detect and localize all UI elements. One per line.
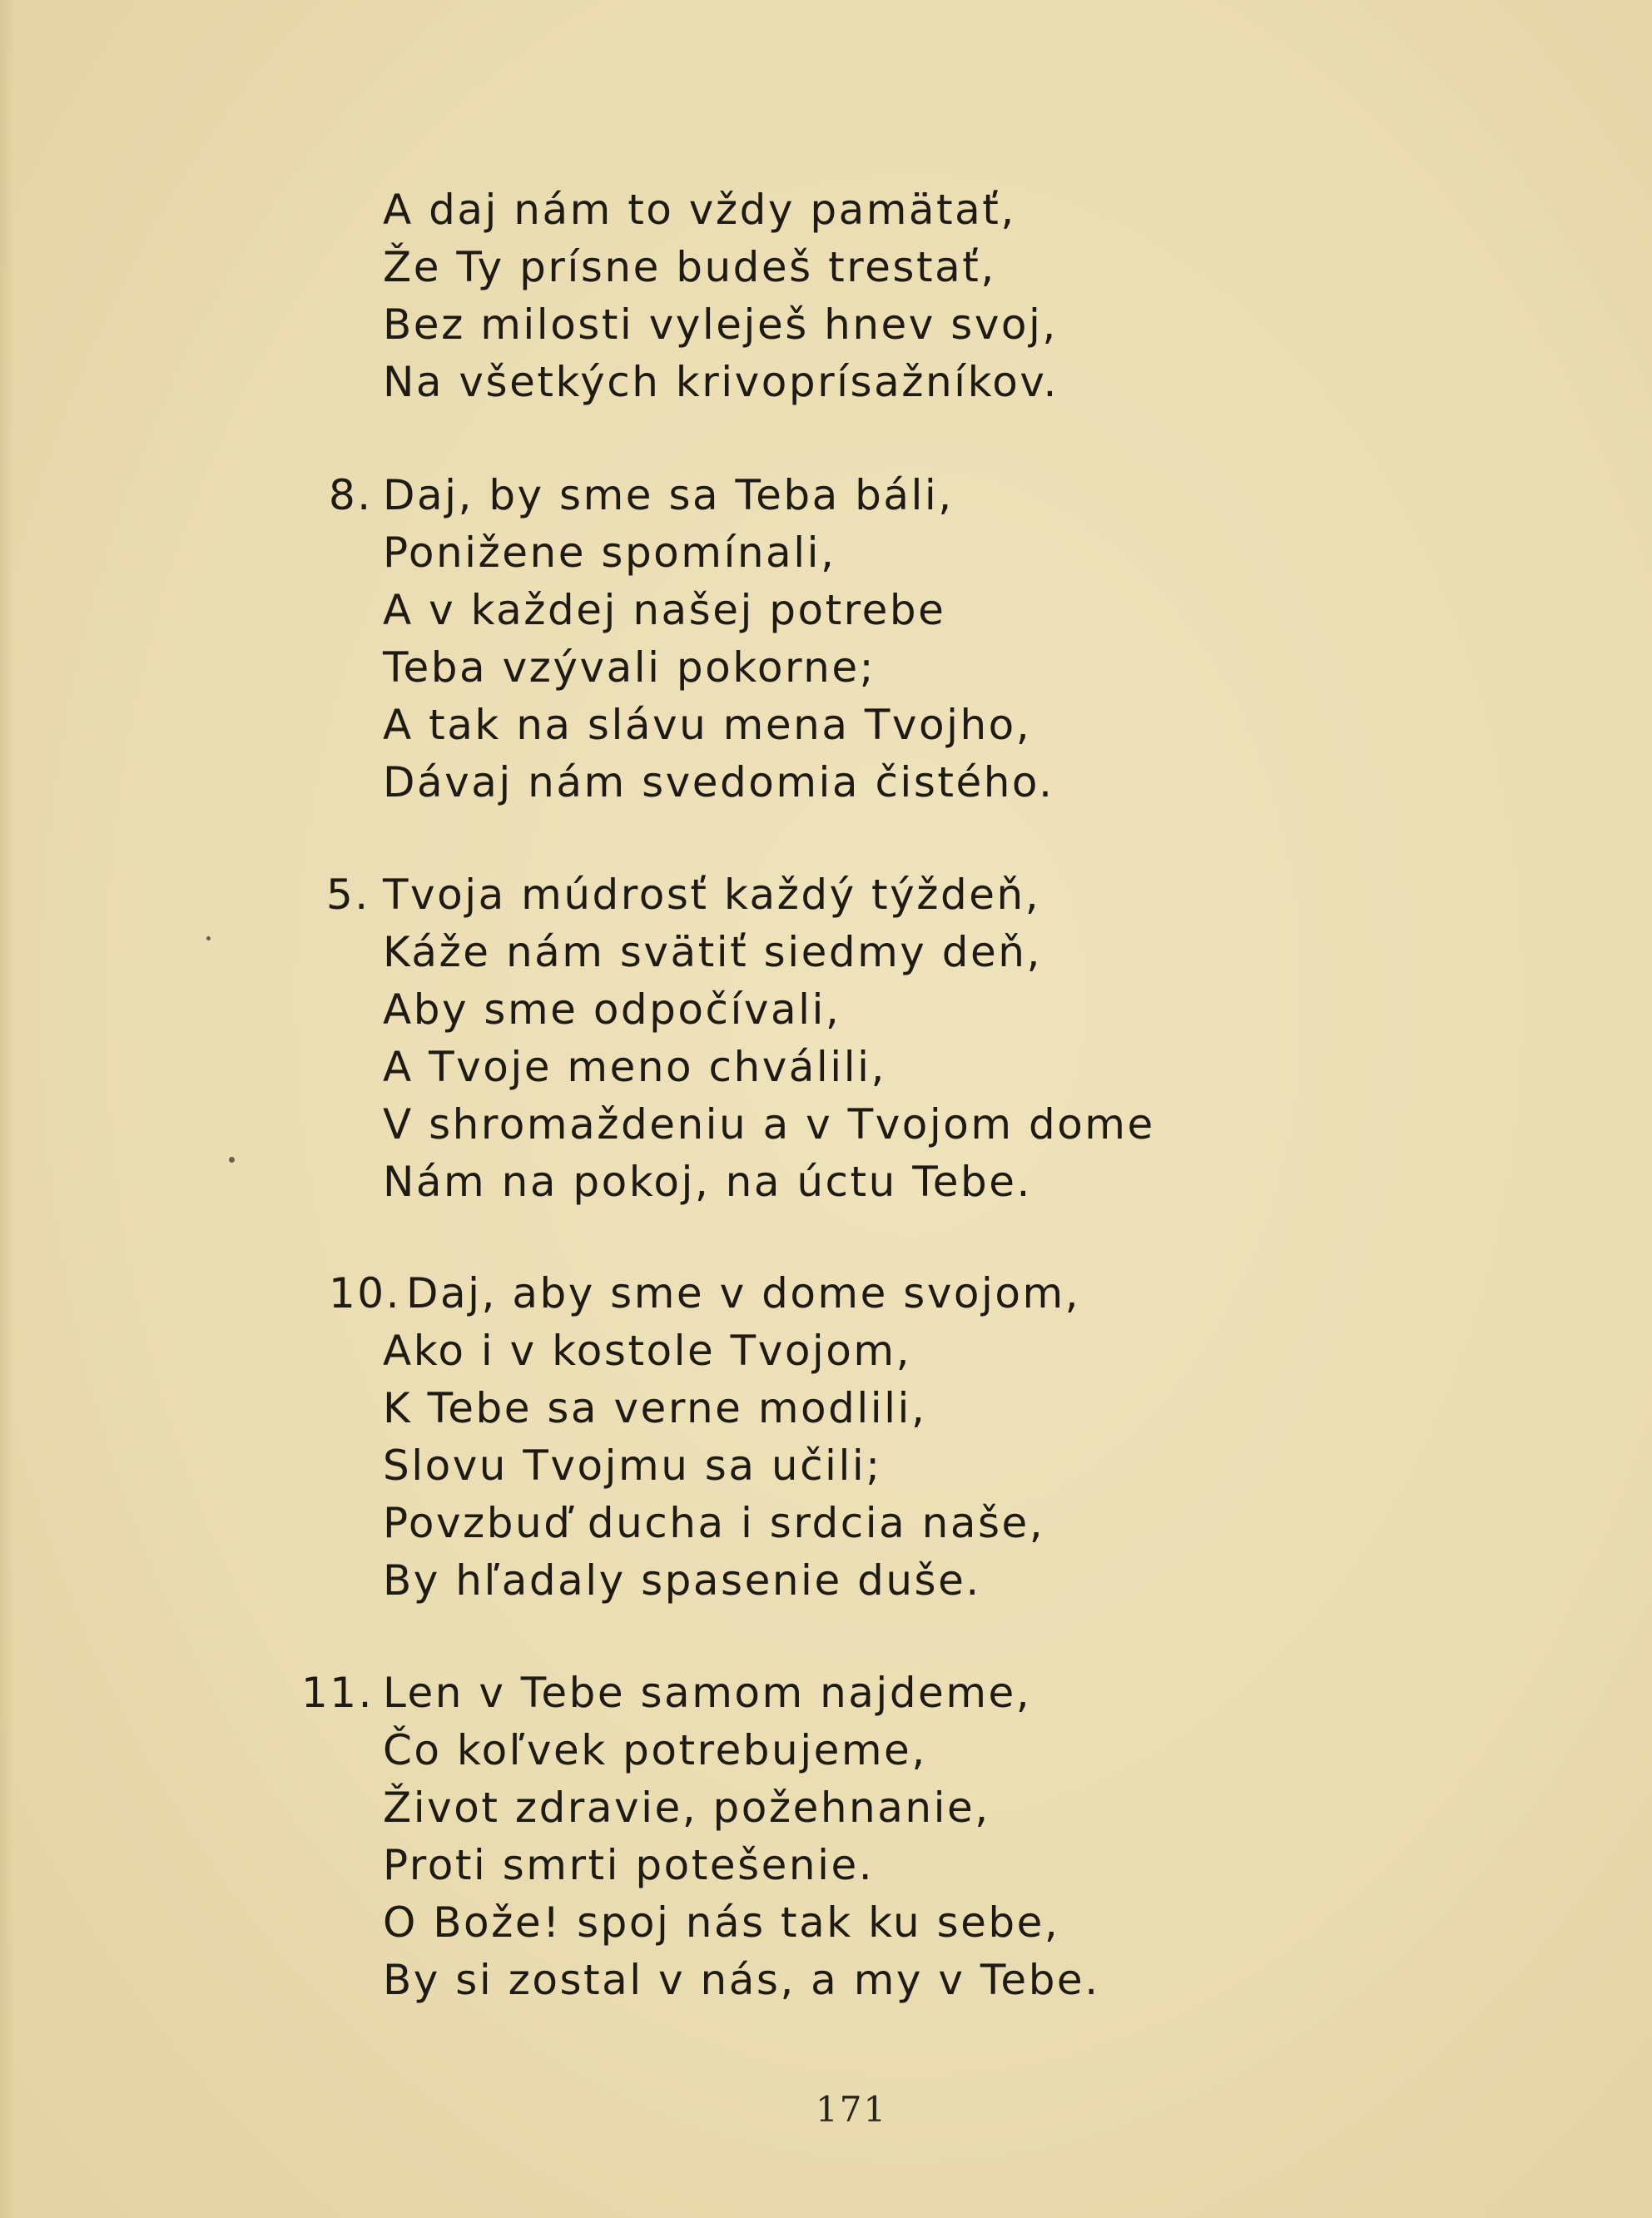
- page-number: 171: [816, 2089, 888, 2130]
- verse-line: A Tvoje meno chválili,: [383, 1043, 886, 1091]
- verse-line: Teba vzývali pokorne;: [383, 643, 876, 692]
- stanza-number: 8.: [329, 471, 373, 519]
- verse-line: Nám na pokoj, na úctu Tebe.: [383, 1158, 1032, 1206]
- verse-line: Život zdravie, požehnanie,: [383, 1784, 990, 1832]
- verse-line: V shromaždeniu a v Tvojom dome: [383, 1100, 1155, 1149]
- stanza-number: 11.: [301, 1669, 375, 1717]
- stanza-number: 5.: [326, 871, 370, 919]
- verse-line: Len v Tebe samom najdeme,: [383, 1669, 1032, 1717]
- verse-line: By si zostal v nás, a my v Tebe.: [383, 1956, 1100, 2004]
- verse-line: Ako i v kostole Tvojom,: [383, 1327, 911, 1375]
- ink-speck: [229, 1157, 235, 1163]
- verse-line: O Bože! spoj nás tak ku sebe,: [383, 1898, 1060, 1947]
- verse-line: By hľadaly spasenie duše.: [383, 1556, 981, 1605]
- verse-line: Dávaj nám svedomia čistého.: [383, 758, 1054, 806]
- ink-speck: [206, 936, 211, 940]
- verse-line: Aby sme odpočívali,: [383, 985, 841, 1034]
- verse-line: Bez milosti vyleješ hnev svoj,: [383, 300, 1058, 349]
- verse-line: Slovu Tvojmu sa učili;: [383, 1441, 882, 1490]
- verse-line: Proti smrti potešenie.: [383, 1841, 875, 1889]
- verse-line: Daj, by sme sa Teba báli,: [383, 471, 954, 519]
- verse-line: K Tebe sa verne modlili,: [383, 1384, 927, 1432]
- verse-line: A tak na slávu mena Tvojho,: [383, 701, 1032, 749]
- verse-line: A v každej našej potrebe: [383, 586, 946, 634]
- stanza-number: 10.: [329, 1269, 402, 1317]
- verse-line: Ponižene spomínali,: [383, 528, 836, 577]
- verse-line: Čo koľvek potrebujeme,: [383, 1726, 927, 1774]
- verse-line: Káže nám svätiť siedmy deň,: [383, 928, 1042, 976]
- verse-line: Že Ty prísne budeš trestať,: [383, 243, 996, 291]
- verse-line: Povzbuď ducha i srdcia naše,: [383, 1499, 1045, 1547]
- page-edge-shadow: [0, 0, 15, 2218]
- verse-line: Na všetkých krivoprísažníkov.: [383, 358, 1059, 406]
- verse-line: Tvoja múdrosť každý týždeň,: [383, 871, 1041, 919]
- verse-line: A daj nám to vždy pamätať,: [383, 186, 1016, 234]
- verse-line: Daj, aby sme v dome svojom,: [406, 1269, 1081, 1317]
